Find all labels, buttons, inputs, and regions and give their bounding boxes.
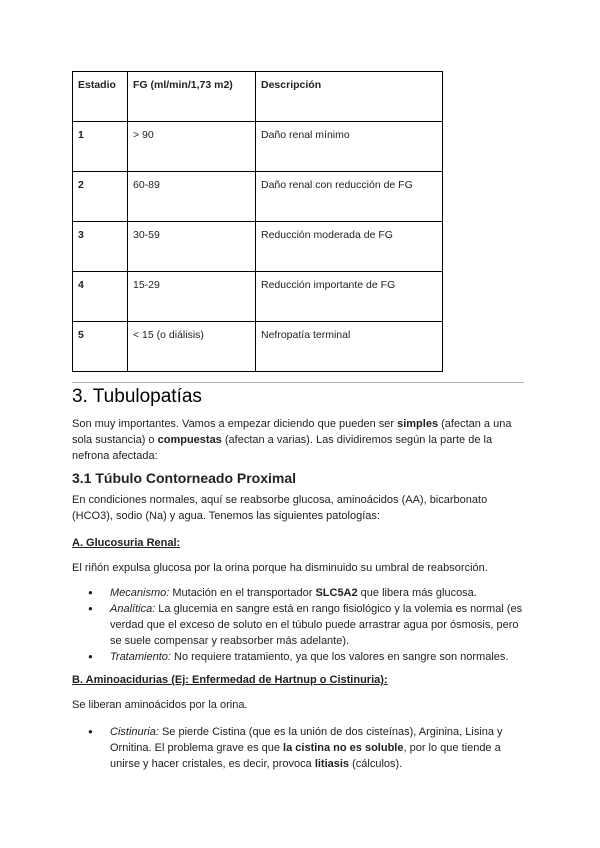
- bullet-text: La glucemia en sangre está en rango fisiológico y la volemia es normal (es verdad que el exceso de soluto en el túbulo puede arrastrar agua por ósmosis, pero se suele compensar y reabsorber más adelante).: [110, 603, 523, 647]
- stage-cell: 1: [73, 122, 128, 172]
- list-item: [72, 724, 524, 772]
- intro-bold-compuestas: compuestas: [157, 434, 222, 446]
- table-header-cell: Descripción: [256, 72, 443, 122]
- table-row: [73, 122, 443, 172]
- bullet-text: No requiere tratamiento, ya que los valores en sangre son normales.: [170, 651, 509, 663]
- bullet-text: , por lo que tiende a unirse y hacer cristales, es decir, provoca: [110, 742, 501, 770]
- intro-bold-simples: simples: [397, 418, 439, 430]
- table-header-cell: FG (ml/min/1,73 m2): [128, 72, 256, 122]
- section-divider: [72, 382, 524, 383]
- aminoacidurias-title: B. Aminoacidurias (Ej: Enfermedad de Hartnup o Cistinuria):: [72, 674, 388, 686]
- bullet-label: Cistinuria:: [110, 726, 159, 738]
- table-row: [73, 322, 443, 372]
- glucosuria-bullet-list: [72, 585, 524, 665]
- intro-text: (afectan a una sola sustancia) o: [72, 418, 512, 446]
- bullet-label: Mecanismo:: [110, 587, 170, 599]
- description-cell: Daño renal mínimo: [256, 122, 443, 172]
- stage-cell: 5: [73, 322, 128, 372]
- bullet-bold: SLC5A2: [315, 587, 358, 599]
- bullet-text: Mutación en el transportador: [169, 587, 316, 599]
- gfr-cell: 30-59: [128, 222, 256, 272]
- ckd-stages-table: [72, 71, 443, 372]
- aminoacidurias-bullet-list: [72, 724, 524, 772]
- intro-text: Son muy importantes. Vamos a empezar diciendo que pueden ser: [72, 418, 398, 430]
- intro-text: (afectan a varias). Las dividiremos según la parte de la nefrona afectada:: [72, 434, 493, 462]
- table-row: [73, 172, 443, 222]
- gfr-cell: 15-29: [128, 272, 256, 322]
- bullet-label: Analítica:: [110, 603, 156, 615]
- glucosuria-title: A. Glucosuria Renal:: [72, 537, 181, 549]
- bullet-text: (cálculos).: [349, 758, 403, 770]
- subsection-title-tcp: 3.1 Túbulo Contorneado Proximal: [72, 470, 297, 486]
- table-row: [73, 272, 443, 322]
- stage-cell: 2: [73, 172, 128, 222]
- glucosuria-description: El riñón expulsa glucosa por la orina porque ha disminuido su umbral de reabsorción.: [72, 562, 488, 574]
- table-header-row: [73, 72, 443, 122]
- bullet-label: Tratamiento:: [110, 651, 171, 663]
- description-cell: Reducción moderada de FG: [256, 222, 443, 272]
- stage-cell: 3: [73, 222, 128, 272]
- section-title-tubulopatias: 3. Tubulopatías: [72, 386, 202, 407]
- tcp-intro: En condiciones normales, aquí se reabsorbe glucosa, aminoácidos (AA), bicarbonato (HCO3), sodio (Na) y agua. Tenemos las siguientes patologías:: [72, 494, 488, 522]
- bullet-bold: litiasis: [314, 758, 350, 770]
- description-cell: Reducción importante de FG: [256, 272, 443, 322]
- list-item: [72, 601, 524, 649]
- table-header-cell: Estadio: [73, 72, 128, 122]
- bullet-text: Se pierde Cistina (que es la unión de dos cisteínas), Arginina, Lisina y Ornitina. El problema grave es que: [110, 726, 503, 754]
- table-row: [73, 222, 443, 272]
- gfr-cell: < 15 (o diálisis): [128, 322, 256, 372]
- aminoacidurias-description: Se liberan aminoácidos por la orina.: [72, 699, 248, 711]
- tubulopatias-intro: [72, 416, 524, 464]
- gfr-cell: 60-89: [128, 172, 256, 222]
- description-cell: Nefropatía terminal: [256, 322, 443, 372]
- stage-cell: 4: [73, 272, 128, 322]
- list-item: [72, 585, 524, 601]
- bullet-text: que libera más glucosa.: [357, 587, 477, 599]
- list-item: [72, 649, 524, 665]
- description-cell: Daño renal con reducción de FG: [256, 172, 443, 222]
- gfr-cell: > 90: [128, 122, 256, 172]
- bullet-bold: la cistina no es soluble: [283, 742, 404, 754]
